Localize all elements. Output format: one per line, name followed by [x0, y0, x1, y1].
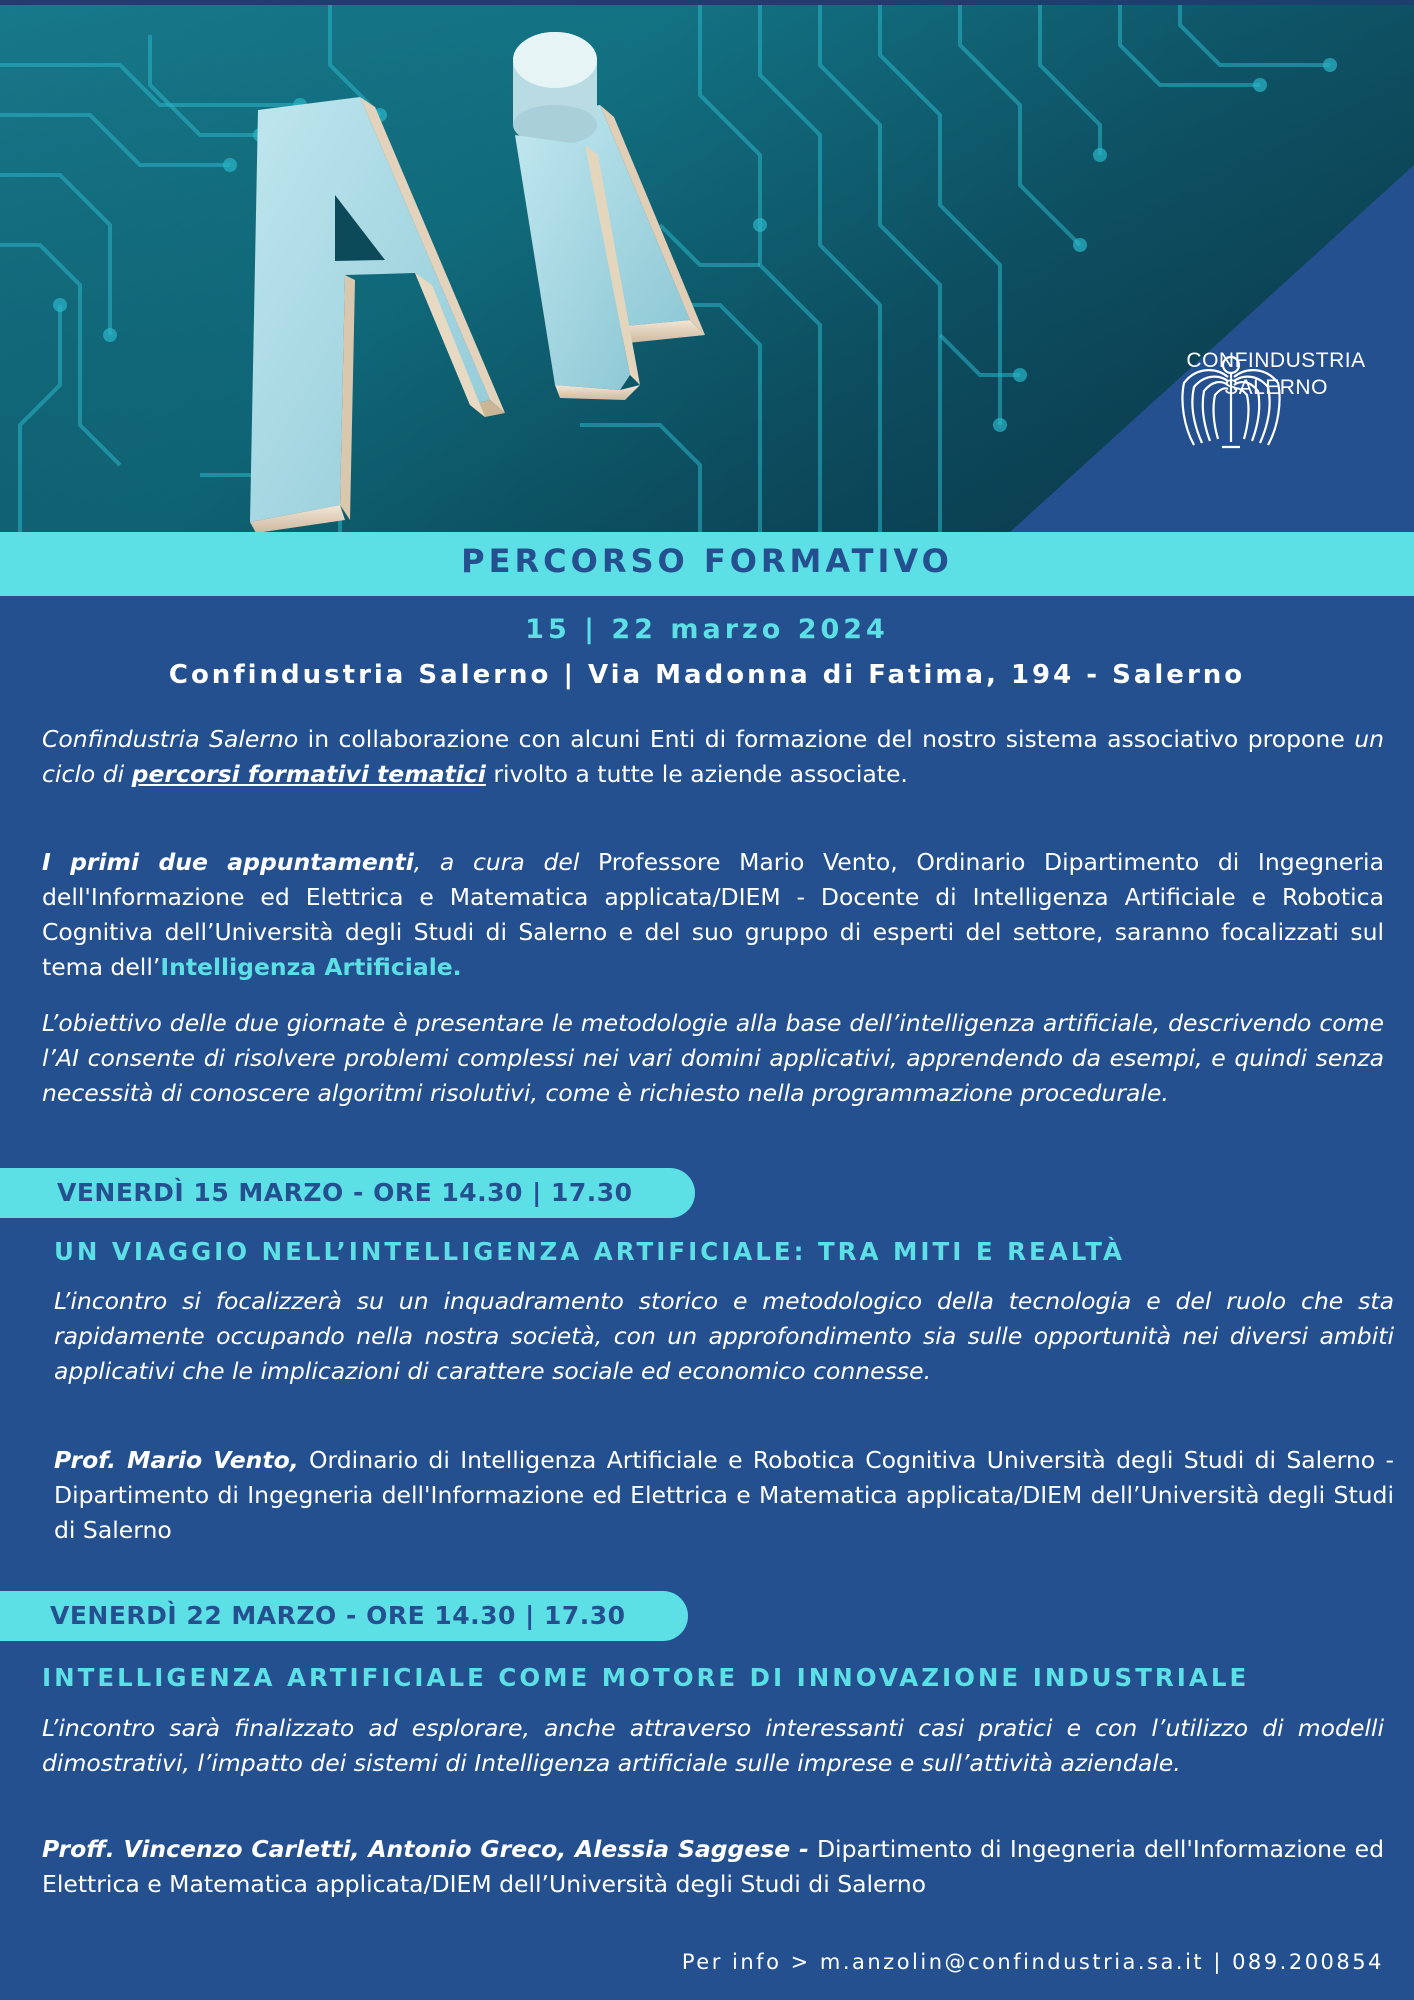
session-1-date: VENERDÌ 15 MARZO - ORE 14.30 | 17.30 — [57, 1178, 633, 1207]
session-1-description: L’incontro si focalizzerà su un inquadramento storico e metodologico della tecnologia e del ruolo che sta rapidamente occupando nella nostra società, con un approfondimento sia sulle opportunità nei diversi ambiti applicativi che le implicazioni di carattere sociale ed economico connesse. — [54, 1287, 1394, 1385]
ai-topic-highlight: Intelligenza Artificiale. — [160, 953, 462, 981]
footer-contact: Per info > m.anzolin@confindustria.sa.it | 089.200854 — [681, 1950, 1384, 1974]
intro-paragraph-2 — [42, 845, 1384, 985]
intro-text-italic: un ciclo di — [42, 725, 1384, 788]
session-2-speakers — [42, 1832, 1384, 1902]
curated-by-label: , a cura del — [413, 848, 580, 876]
title-band — [0, 532, 1414, 596]
intro-highlight: percorsi formativi tematici — [131, 760, 486, 788]
first-appointments-label: I primi due appuntamenti — [42, 848, 414, 876]
page-title: PERCORSO FORMATIVO — [461, 542, 953, 580]
session-2-date: VENERDÌ 22 MARZO - ORE 14.30 | 17.30 — [50, 1601, 626, 1630]
session-2-title: INTELLIGENZA ARTIFICIALE COME MOTORE DI INNOVAZIONE INDUSTRIALE — [42, 1663, 1250, 1692]
intro-paragraph-3: L’obiettivo delle due giornate è presentare le metodologie alla base dell’intelligenza artificiale, descrivendo come l’AI consente di risolvere problemi complessi nei vari domini applicativi, apprendendo da esempi, e quindi senza necessità di conoscere algoritmi risolutivi, come è richiesto nella programmazione procedurale. — [42, 1009, 1384, 1107]
session-2-date-pill — [0, 1591, 688, 1641]
logo-line-1: CONFINDUSTRIA — [1186, 349, 1366, 372]
ai-3d-letters-icon — [0, 5, 1414, 532]
event-venue: Confindustria Salerno | Via Madonna di Fatima, 194 - Salerno — [168, 660, 1246, 690]
logo-line-2: SALERNO — [1224, 376, 1328, 399]
intro-text-end: rivolto a tutte le aziende associate. — [485, 760, 908, 788]
organizer-description: Professore Mario Vento, Ordinario Dipartimento di Ingegneria dell'Informazione ed Elettrica e Matematica applicata/DIEM - Docente di Intelligenza Artificiale e Robotica Cognitiva dell’Università degli Studi di Salerno e del suo gruppo di esperti del settore, saranno focalizzati sul tema dell’ — [42, 848, 1384, 981]
session-1-title: UN VIAGGIO NELL’INTELLIGENZA ARTIFICIALE: TRA MITI E REALTÀ — [54, 1237, 1126, 1266]
session-2-speaker-info: Dipartimento di Ingegneria dell'Informazione ed Elettrica e Matematica applicata/DIEM dell’Università degli Studi di Salerno — [42, 1835, 1384, 1898]
session-2-description: L’incontro sarà finalizzato ad esplorare, anche attraverso interessanti casi pratici e con l’utilizzo di modelli dimostrativi, l’impatto dei sistemi di Intelligenza artificiale sulle imprese e sull’attività aziendale. — [42, 1714, 1384, 1777]
session-1-speaker — [54, 1443, 1394, 1548]
eagle-icon — [1176, 347, 1286, 452]
intro-paragraph-1 — [42, 722, 1384, 792]
session-1-speaker-name: Prof. Mario Vento, — [54, 1446, 299, 1474]
confindustria-logo — [1176, 347, 1376, 401]
session-1-speaker-info: Ordinario di Intelligenza Artificiale e Robotica Cognitiva Università degli Studi di Salerno - Dipartimento di Ingegneria dell'Informazione ed Elettrica e Matematica applicata/DIEM dell’Università degli Studi di Salerno — [54, 1446, 1395, 1544]
session-1-date-pill — [0, 1168, 695, 1218]
hero-image — [0, 5, 1414, 532]
event-dates: 15 | 22 marzo 2024 — [525, 614, 889, 645]
session-2-speaker-names: Proff. Vincenzo Carletti, Antonio Greco, Alessia Saggese - — [42, 1835, 809, 1863]
intro-org: Confindustria Salerno — [42, 725, 299, 753]
intro-text: in collaborazione con alcuni Enti di formazione del nostro sistema associativo propone — [298, 725, 1355, 753]
